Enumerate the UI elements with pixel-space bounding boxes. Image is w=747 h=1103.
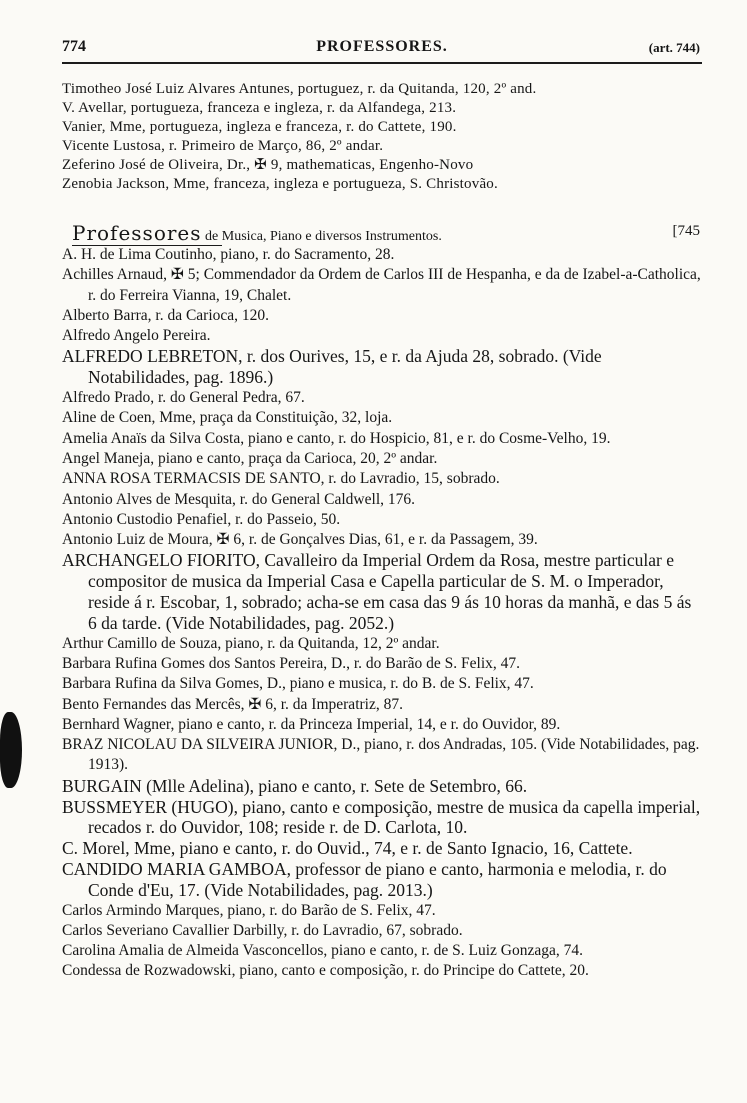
- list-item: BUSSMEYER (HUGO), piano, canto e composição, mestre de musica da capella imperial, recados r. do Ouvidor, 108; reside r. de D. Carlota, 10.: [62, 796, 701, 838]
- list-item: Aline de Coen, Mme, praça da Constituição, 32, loja.: [62, 409, 393, 427]
- page: [62, 34, 702, 982]
- list-item: Carlos Severiano Cavallier Darbilly, r. do Lavradio, 67, sobrado.: [62, 921, 463, 939]
- list-item: Amelia Anaïs da Silva Costa, piano e canto, r. do Hospicio, 81, e r. do Cosme-Velho, 19.: [62, 429, 611, 447]
- list-item: ARCHANGELO FIORITO, Cavalleiro da Imperial Ordem da Rosa, mestre particular e compositor de musica da Imperial Casa e Capella particular de S. M. o Imperador, reside á r. Escobar, 1, sobrado; acha-se em casa das 9 ás 10 horas da manhã, e das 5 ás 6 da tarde. (Vide Notabilidades, pag. 2052.): [62, 550, 692, 633]
- list-item: Bernhard Wagner, piano e canto, r. da Princeza Imperial, 14, e r. do Ouvidor, 89.: [62, 715, 561, 733]
- list-item: Bento Fernandes das Mercês, ✠ 6, r. da Imperatriz, 87.: [62, 695, 403, 713]
- ink-blot: [0, 712, 22, 788]
- list-item: ALFREDO LEBRETON, r. dos Ourives, 15, e r. da Ajuda 28, sobrado. (Vide Notabilidades, pag. 1896.): [62, 346, 602, 388]
- section-number: [745: [672, 223, 700, 239]
- list-item: C. Morel, Mme, piano e canto, r. do Ouvid., 74, e r. de Santo Ignacio, 16, Cattete.: [62, 838, 633, 859]
- list-item: Arthur Camillo de Souza, piano, r. da Quitanda, 12, 2º andar.: [62, 634, 440, 652]
- top-entries: [62, 80, 702, 194]
- list-item: Alfredo Angelo Pereira.: [62, 327, 211, 345]
- list-item: Achilles Arnaud, ✠ 5; Commendador da Ordem de Carlos III de Hespanha, e da de Izabel-a-Catholica, r. do Ferreira Vianna, 19, Chalet.: [62, 266, 701, 304]
- section-heading: [62, 221, 702, 243]
- section-underline: [72, 245, 222, 246]
- list-item: Zeferino José de Oliveira, Dr., ✠ 9, mathematicas, Engenho-Novo: [62, 157, 474, 173]
- list-item: Condessa de Rozwadowski, piano, canto e composição, r. do Principe do Cattete, 20.: [62, 962, 589, 980]
- section-title: [72, 221, 442, 245]
- list-item: Antonio Custodio Penafiel, r. do Passeio, 50.: [62, 510, 341, 528]
- list-item: Alfredo Prado, r. do General Pedra, 67.: [62, 389, 305, 407]
- list-item: A. H. de Lima Coutinho, piano, r. do Sacramento, 28.: [62, 246, 395, 263]
- list-item: ANNA ROSA TERMACSIS DE SANTO, r. do Lavradio, 15, sobrado.: [62, 470, 500, 488]
- page-header: [62, 34, 702, 64]
- list-item: Alberto Barra, r. da Carioca, 120.: [62, 306, 270, 324]
- list-item: BRAZ NICOLAU DA SILVEIRA JUNIOR, D., piano, r. dos Andradas, 105. (Vide Notabilidades, pag. 1913).: [62, 736, 700, 774]
- list-item: Barbara Rufina da Silva Gomes, D., piano e musica, r. do B. de S. Felix, 47.: [62, 675, 534, 693]
- list-item: Carolina Amalia de Almeida Vasconcellos, piano e canto, r. de S. Luiz Gonzaga, 74.: [62, 942, 583, 960]
- entries-list: [62, 245, 702, 982]
- list-item: BURGAIN (Mlle Adelina), piano e canto, r. Sete de Setembro, 66.: [62, 775, 528, 796]
- section-title-rest: de Musica, Piano e diversos Instrumentos.: [205, 229, 442, 244]
- list-item: Zenobia Jackson, Mme, franceza, ingleza e portugueza, S. Christovão.: [62, 176, 498, 192]
- list-item: Barbara Rufina Gomes dos Santos Pereira, D., r. do Barão de S. Felix, 47.: [62, 654, 521, 672]
- section-title-word: Professores: [72, 221, 202, 245]
- list-item: Angel Maneja, piano e canto, praça da Carioca, 20, 2º andar.: [62, 449, 438, 467]
- list-item: Carlos Armindo Marques, piano, r. do Barão de S. Felix, 47.: [62, 901, 436, 919]
- list-item: CANDIDO MARIA GAMBOA, professor de piano e canto, harmonia e melodia, r. do Conde d'Eu, 17. (Vide Notabilidades, pag. 2013.): [62, 858, 667, 900]
- list-item: Vicente Lustosa, r. Primeiro de Março, 86, 2º andar.: [62, 138, 384, 154]
- list-item: Vanier, Mme, portugueza, ingleza e franceza, r. do Cattete, 190.: [62, 119, 457, 135]
- list-item: Timotheo José Luiz Alvares Antunes, portuguez, r. da Quitanda, 120, 2º and.: [62, 81, 537, 97]
- list-item: V. Avellar, portugueza, franceza e ingleza, r. da Alfandega, 213.: [62, 100, 457, 116]
- page-title: PROFESSORES.: [316, 38, 448, 55]
- list-item: Antonio Alves de Mesquita, r. do General Caldwell, 176.: [62, 490, 415, 508]
- article-reference: (art. 744): [648, 40, 700, 55]
- page-number: 774: [62, 38, 86, 55]
- list-item: Antonio Luiz de Moura, ✠ 6, r. de Gonçalves Dias, 61, e r. da Passagem, 39.: [62, 531, 538, 549]
